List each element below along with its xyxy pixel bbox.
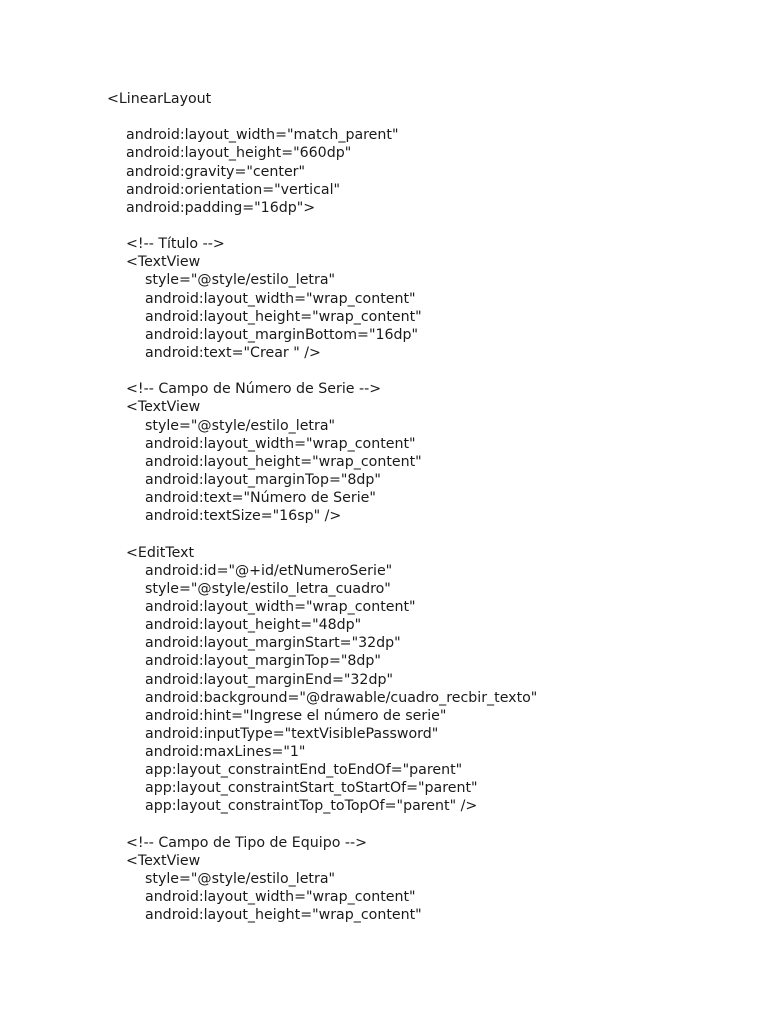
code-line: android:layout_width="wrap_content": [145, 889, 416, 906]
code-line: android:padding="16dp">: [126, 199, 316, 216]
code-line: android:hint="Ingrese el número de serie": [145, 707, 447, 724]
code-line: android:layout_marginEnd="32dp": [145, 671, 393, 688]
code-line: android:layout_marginTop="8dp": [145, 653, 381, 670]
code-line: <!-- Campo de Tipo de Equipo -->: [126, 834, 368, 851]
blank-line: [107, 816, 747, 834]
code-line: android:layout_width="match_parent": [126, 127, 399, 144]
code-line: android:layout_marginStart="32dp": [145, 635, 401, 652]
code-line: android:layout_height="48dp": [145, 617, 362, 634]
code-line: android:background="@drawable/cuadro_recbir_texto": [145, 689, 538, 706]
code-line: <TextView: [126, 399, 201, 416]
code-line: style="@style/estilo_letra_cuadro": [145, 580, 391, 597]
xml-code-block: [107, 90, 747, 924]
code-line: <!-- Campo de Número de Serie -->: [126, 381, 382, 398]
blank-line: [107, 108, 747, 126]
code-line: android:gravity="center": [126, 163, 306, 180]
code-line: android:layout_height="wrap_content": [145, 453, 422, 470]
blank-line: [107, 525, 747, 543]
code-line: android:layout_height="wrap_content": [145, 907, 422, 924]
code-line: android:text="Crear " />: [145, 344, 321, 361]
code-line: <LinearLayout: [107, 91, 212, 107]
code-line: <TextView: [126, 254, 201, 271]
code-line: android:maxLines="1": [145, 744, 306, 761]
code-line: android:orientation="vertical": [126, 181, 341, 198]
blank-line: [107, 217, 747, 235]
code-line: android:textSize="16sp" />: [145, 508, 342, 525]
code-line: android:id="@+id/etNumeroSerie": [145, 562, 393, 579]
code-line: <TextView: [126, 852, 201, 869]
code-line: android:layout_height="wrap_content": [145, 308, 422, 325]
code-line: <EditText: [126, 544, 195, 561]
code-line: android:layout_marginTop="8dp": [145, 471, 381, 488]
code-line: app:layout_constraintStart_toStartOf="parent": [145, 780, 478, 797]
code-line: android:layout_width="wrap_content": [145, 290, 416, 307]
code-line: style="@style/estilo_letra": [145, 871, 336, 888]
code-line: style="@style/estilo_letra": [145, 417, 336, 434]
code-line: style="@style/estilo_letra": [145, 272, 336, 289]
code-line: android:inputType="textVisiblePassword": [145, 725, 439, 742]
code-line: android:text="Número de Serie": [145, 490, 376, 507]
code-line: android:layout_height="660dp": [126, 145, 352, 162]
code-line: app:layout_constraintTop_toTopOf="parent" />: [145, 798, 478, 815]
code-line: android:layout_marginBottom="16dp": [145, 326, 419, 343]
code-line: android:layout_width="wrap_content": [145, 435, 416, 452]
blank-line: [107, 362, 747, 380]
code-line: <!-- Título -->: [126, 236, 225, 253]
code-line: android:layout_width="wrap_content": [145, 598, 416, 615]
code-line: app:layout_constraintEnd_toEndOf="parent": [145, 762, 463, 779]
